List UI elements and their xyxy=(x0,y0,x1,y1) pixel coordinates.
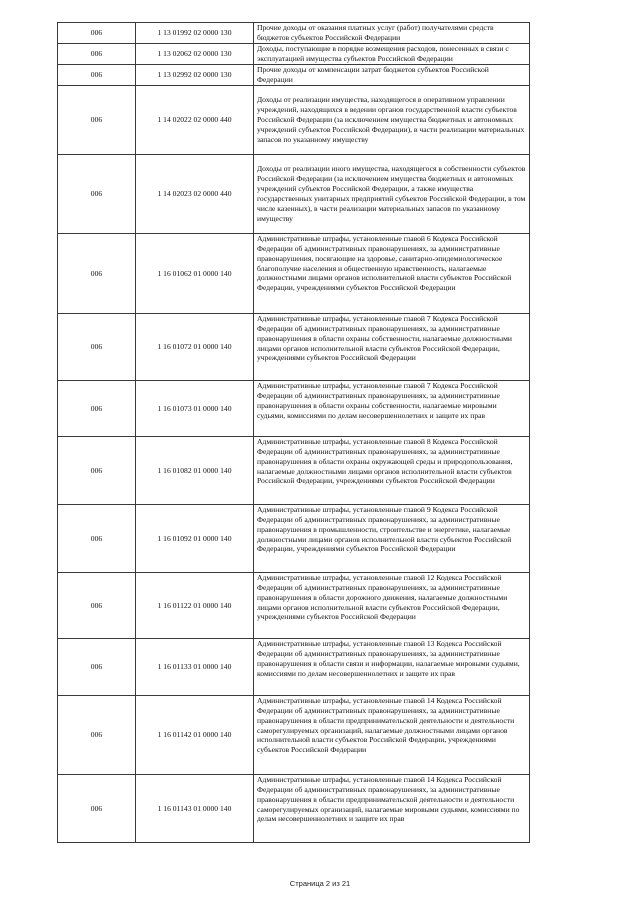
table-row xyxy=(58,234,530,314)
table-row xyxy=(58,437,530,505)
budget-code-cell: 1 14 02023 02 0000 440 xyxy=(136,155,254,234)
admin-code-cell: 006 xyxy=(58,381,136,437)
table-row xyxy=(58,65,530,86)
table-row xyxy=(58,696,530,775)
revenue-codes-table xyxy=(57,22,530,843)
admin-code-cell: 006 xyxy=(58,775,136,843)
budget-code-cell: 1 16 01122 01 0000 140 xyxy=(136,573,254,639)
budget-code-cell: 1 16 01143 01 0000 140 xyxy=(136,775,254,843)
revenue-name-cell: Административные штрафы, установленные главой 13 Кодекса Российской Федерации об административных правонарушениях, за административные правонарушения в области связи и информации, налагаемые мировыми судьями, комиссиями по делам несовершеннолетних и защите их прав xyxy=(254,639,530,696)
budget-code-cell: 1 13 01992 02 0000 130 xyxy=(136,23,254,44)
table-row xyxy=(58,44,530,65)
budget-code-cell: 1 13 02992 02 0000 130 xyxy=(136,65,254,86)
admin-code-cell: 006 xyxy=(58,573,136,639)
page-number: Страница 2 из 21 xyxy=(289,879,351,888)
table-row xyxy=(58,639,530,696)
table-row xyxy=(58,381,530,437)
table-row xyxy=(58,573,530,639)
budget-code-cell: 1 16 01142 01 0000 140 xyxy=(136,696,254,775)
revenue-name-cell: Прочие доходы от оказания платных услуг (работ) получателями средств бюджетов субъектов Российской Федерации xyxy=(254,23,530,44)
admin-code-cell: 006 xyxy=(58,23,136,44)
budget-code-cell: 1 16 01092 01 0000 140 xyxy=(136,505,254,573)
revenue-name-cell: Административные штрафы, установленные главой 7 Кодекса Российской Федерации об административных правонарушениях, за административные правонарушения в области охраны собственности, налагаемые должностными лицами органов исполнительной власти субъектов Российской Федерации, учреждениями субъектов Российской Федерации xyxy=(254,314,530,381)
revenue-name-cell: Административные штрафы, установленные главой 7 Кодекса Российской Федерации об административных правонарушениях, за административные правонарушения в области охраны собственности, налагаемые мировыми судьями, комиссиями по делам несовершеннолетних и защите их прав xyxy=(254,381,530,437)
admin-code-cell: 006 xyxy=(58,234,136,314)
table-row xyxy=(58,505,530,573)
table-row xyxy=(58,155,530,234)
budget-code-cell: 1 13 02062 02 0000 130 xyxy=(136,44,254,65)
revenue-name-cell: Прочие доходы от компенсации затрат бюджетов субъектов Российской Федерации xyxy=(254,65,530,86)
admin-code-cell: 006 xyxy=(58,86,136,155)
revenue-name-cell: Доходы, поступающие в порядке возмещения расходов, понесенных в связи с эксплуатацией имущества субъектов Российской Федерации xyxy=(254,44,530,65)
budget-code-cell: 1 16 01082 01 0000 140 xyxy=(136,437,254,505)
admin-code-cell: 006 xyxy=(58,696,136,775)
budget-code-cell: 1 16 01072 01 0000 140 xyxy=(136,314,254,381)
revenue-name-cell: Доходы от реализации иного имущества, находящегося в собственности субъектов Российской Федерации (за исключением имущества бюджетных и автономных учреждений субъектов Российской Федерации, а также имущества государственных унитарных предприятий субъектов Российской Федерации, в том числе казенных), в части реализации материальных запасов по указанному имуществу xyxy=(254,155,530,234)
table-row xyxy=(58,775,530,843)
admin-code-cell: 006 xyxy=(58,437,136,505)
budget-code-cell: 1 16 01133 01 0000 140 xyxy=(136,639,254,696)
admin-code-cell: 006 xyxy=(58,155,136,234)
budget-code-cell: 1 16 01073 01 0000 140 xyxy=(136,381,254,437)
budget-code-cell: 1 14 02022 02 0000 440 xyxy=(136,86,254,155)
admin-code-cell: 006 xyxy=(58,505,136,573)
admin-code-cell: 006 xyxy=(58,639,136,696)
admin-code-cell: 006 xyxy=(58,44,136,65)
revenue-name-cell: Административные штрафы, установленные главой 6 Кодекса Российской Федерации об административных правонарушениях, за административные правонарушения, посягающие на здоровье, санитарно-эпидемиологическое благополучие населения и общественную нравственность, налагаемые должностными лицами органов исполнительной власти субъектов Российской Федерации, учреждениями субъектов Российской Федерации xyxy=(254,234,530,314)
revenue-name-cell: Административные штрафы, установленные главой 9 Кодекса Российской Федерации об административных правонарушениях, за административные правонарушения в промышленности, строительстве и энергетике, налагаемые должностными лицами органов исполнительной власти субъектов Российской Федерации, учреждениями субъектов Российской Федерации xyxy=(254,505,530,573)
table-row xyxy=(58,23,530,44)
revenue-name-cell: Административные штрафы, установленные главой 14 Кодекса Российской Федерации об административных правонарушениях, за административные правонарушения в области предпринимательской деятельности и деятельности саморегулируемых организаций, налагаемые мировыми судьями, комиссиями по делам несовершеннолетних и защите их прав xyxy=(254,775,530,843)
admin-code-cell: 006 xyxy=(58,314,136,381)
table-row xyxy=(58,314,530,381)
revenue-name-cell: Административные штрафы, установленные главой 12 Кодекса Российской Федерации об административных правонарушениях, за административные правонарушения в области дорожного движения, налагаемые должностными лицами органов исполнительной власти субъектов Российской Федерации, учреждениями субъектов Российской Федерации xyxy=(254,573,530,639)
admin-code-cell: 006 xyxy=(58,65,136,86)
budget-code-cell: 1 16 01062 01 0000 140 xyxy=(136,234,254,314)
revenue-name-cell: Административные штрафы, установленные главой 8 Кодекса Российской Федерации об административных правонарушениях, за административные правонарушения в области охраны окружающей среды и природопользования, налагаемые должностными лицами органов исполнительной власти субъектов Российской Федерации, учреждениями субъектов Российской Федерации xyxy=(254,437,530,505)
revenue-name-cell: Доходы от реализации имущества, находящегося в оперативном управлении учреждений, находящихся в ведении органов государственной власти субъектов Российской Федерации (за исключением имущества бюджетных и автономных учреждений субъектов Российской Федерации), в части реализации материальных запасов по указанному имуществу xyxy=(254,86,530,155)
table-row xyxy=(58,86,530,155)
revenue-name-cell: Административные штрафы, установленные главой 14 Кодекса Российской Федерации об административных правонарушениях, за административные правонарушения в области предпринимательской деятельности и деятельности саморегулируемых организаций, налагаемые должностными лицами органов исполнительной власти субъектов Российской Федерации, учреждениями субъектов Российской Федерации xyxy=(254,696,530,775)
